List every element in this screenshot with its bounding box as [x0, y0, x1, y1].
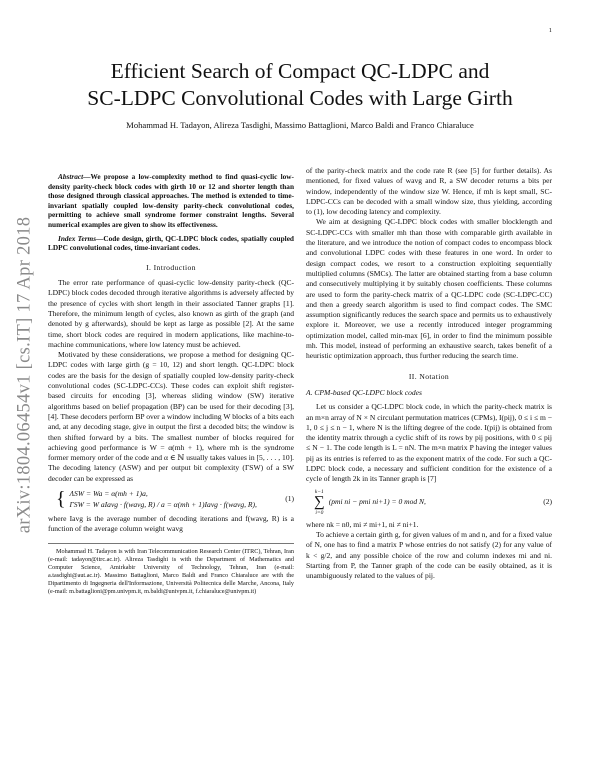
right-paragraph-2: We aim at designing QC-LDPC block codes with smaller blocklength and SC-LDPC-CCs with smaller mh than those with comparable girth available in the literature, and we introduce the notion of compact codes to encompass block and convolutional LDPC codes with these features in one word. In order to design compact codes, we resort to a construction exploiting sequentially multiplied columns (SMCs). The latter are obtained starting from a base column and consecutively multiplying it by suitably chosen coefficients. These columns are used to form the parity-check matrix of a QC-LDPC code (SC-LDPC-CC) and then a greedy search algorithm is used to find compact codes. The SMC assumption significantly reduces the search space and permits us to exhaustively explore it. Moreover, we use a recently introduced integer programming optimization model, called min-max [6], in order to find the minimum possible mh. This model, instead of performing an exhaustive search, takes benefit of a heuristic optimization approach, thus further reducing the search time. [306, 217, 552, 361]
title-line-1: Efficient Search of Compact QC-LDPC and [110, 59, 490, 83]
arxiv-stamp-text: arXiv:1804.06454v1 [cs.IT] 17 Apr 2018 [14, 216, 35, 534]
equation-1-number: (1) [285, 493, 294, 503]
index-terms-text: —Code design, girth, QC-LDPC block codes, spatially coupled LDPC convolutional codes, time-invariant codes. [48, 233, 294, 253]
sec1-paragraph-2: Motivated by these considerations, we propose a method for designing QC-LDPC codes with large girth (g = 10, 12) and short length. QC-LDPC block codes are the basis for the design of spatially coupled low-density parity-check convolutional codes (SC-LDPC-CCs). These codes can exploit shift register-based circuits for encoding [3], whereas sliding window (SW) iterative algorithms based on belief propagation (BP) can be used for their decoding [3], [4]. These decoders perform BP over a window including W blocks of a bits each and, at any decoding stage, give in output the first a decoded bits; the window is then shifted forward by a bits. The smallest number of blocks required for achieving good performance is W = α(mh + 1), where mh is the syndrome former memory order of the code and α ∈ ℕ usually takes values in [5, . . . , 10]. The decoding latency (ΛSW) and per output bit complexity (ΓSW) of a SW decoder can be expressed as [48, 350, 294, 483]
abstract-label: Abstract [58, 172, 84, 181]
section-1-heading: I. Introduction [146, 262, 196, 272]
equation-1-line-2: ΓSW = W aIavg · f(wavg, R) / a = α(mh + 1)Iavg · f(wavg, R), [69, 499, 257, 509]
right-column [306, 166, 552, 581]
right-paragraph-4: where nk = n0, mi ≠ mi+1, ni ≠ ni+1. [306, 519, 419, 529]
abstract [48, 172, 294, 230]
index-terms [48, 234, 294, 253]
equation-1 [48, 488, 294, 510]
sec1-paragraph-3: where Iavg is the average number of decoding iterations and f(wavg, R) is a function of the average column weight wavg [48, 513, 294, 534]
authors: Mohammad H. Tadayon, Alireza Tasdighi, Massimo Battaglioni, Marco Baldi and Franco Chiaraluce [126, 120, 474, 130]
equation-1-line-1: ΛSW = Wa = α(mh + 1)a, [69, 488, 148, 498]
sigma-symbol: ∑ [314, 493, 325, 510]
summation-sign [314, 489, 325, 516]
equation-2-body [306, 489, 426, 516]
footnote: Mohammad H. Tadayon is with Iran Telecommunication Research Center (ITRC), Tehran, Iran (e-mail: tadayon@itrc.ac.ir). Alireza Tasdighi is with the Department of Mathematics and Computer Science, Amirkabir University of Technology, Tehran, Iran (e-mail: a.tasdighi@aut.ac.ir). Massimo Battaglioni, Marco Baldi and Franco Chiaraluce are with the Dipartimento di Ingegneria dell'Informazione, Università Politecnica delle Marche, Ancona, Italy (e-mail: m.battaglioni@pm.univpm.it, m.baldi@univpm.it, f.chiaraluce@univpm.it) [48, 543, 294, 596]
equation-1-system [70, 488, 257, 510]
right-paragraph-3: Let us consider a QC-LDPC block code, in which the parity-check matrix is an m×n array of N × N circulant permutation matrices (CPMs), I(pij), 0 ≤ i ≤ m − 1, 0 ≤ j ≤ n − 1, where N is the lifting degree of the code. I(pij) is obtained from the identity matrix through a cyclic shift of its rows by pij positions, with 0 ≤ pij ≤ N − 1. The code length is L = nN. The m×n matrix P having the integer values pij as its entries is referred to as the exponent matrix of the code. For such a QC-LDPC block code, a necessary and sufficient condition for the existence of a cycle of length 2k in its Tanner graph is [7] [306, 402, 552, 484]
arxiv-stamp [10, 185, 40, 565]
equation-brace: { [56, 487, 66, 510]
page-number: 1 [548, 27, 552, 34]
section-2-heading: II. Notation [408, 371, 450, 381]
equation-2 [306, 489, 552, 516]
sec1-paragraph-1: The error rate performance of quasi-cyclic low-density parity-check (QC-LDPC) block codes decoded through iterative algorithms is adversely affected by the presence of cycles with short length in their associated Tanner graphs [1]. Therefore, the minimum length of cycles, also known as girth of the graph (and denoted by g afterwards), should be kept as large as possible [2]. At the same time, short block codes are required in modern applications, like machine-to-machine communications, where low latency must be achieved. [48, 278, 294, 349]
equation-2-expression: (pmi ni − pmi ni+1) = 0 mod N, [328, 496, 426, 506]
equation-2-number: (2) [543, 496, 552, 506]
right-paragraph-1: of the parity-check matrix and the code rate R (see [5] for further details). As mentioned, for fixed values of wavg and R, a SW decoder returns a bits per window, independently of the window size W. Hence, if mh is kept small, SC-LDPC-CCs can be decoded with a small window size, thus yielding, according to (1), low decoding latency and complexity. [306, 166, 552, 217]
index-terms-label: Index Terms [58, 233, 97, 243]
abstract-text: —We propose a low-complexity method to find quasi-cyclic low-density parity-check block codes with girth 10 or 12 and shorter length than those designed through classical approaches. The method is extended to time-invariant spatially coupled low-density parity-check convolutional codes, permitting to achieve small syndrome former constraint lengths. Several numerical examples are given to show its effectiveness. [48, 172, 294, 229]
right-paragraph-5: To achieve a certain girth g, for given values of m and n, and for a fixed value of N, one has to find a matrix P whose entries do not satisfy (2) for any value of k < g/2, and any possible choice of the row and column indexes mi and ni. Starting from P, the Tanner graph of the code can be easily obtained, as it is unambiguously related to the values of pij. [306, 529, 552, 581]
subsection-2a-heading: A. CPM-based QC-LDPC block codes [306, 387, 422, 397]
paper-title [40, 58, 560, 112]
equation-1-body [48, 488, 257, 510]
sum-upper-limit: k−1 [314, 488, 324, 495]
title-line-2: SC-LDPC Convolutional Codes with Large Girth [87, 86, 513, 110]
left-column [48, 172, 294, 596]
sum-lower-limit: i=0 [315, 509, 324, 516]
